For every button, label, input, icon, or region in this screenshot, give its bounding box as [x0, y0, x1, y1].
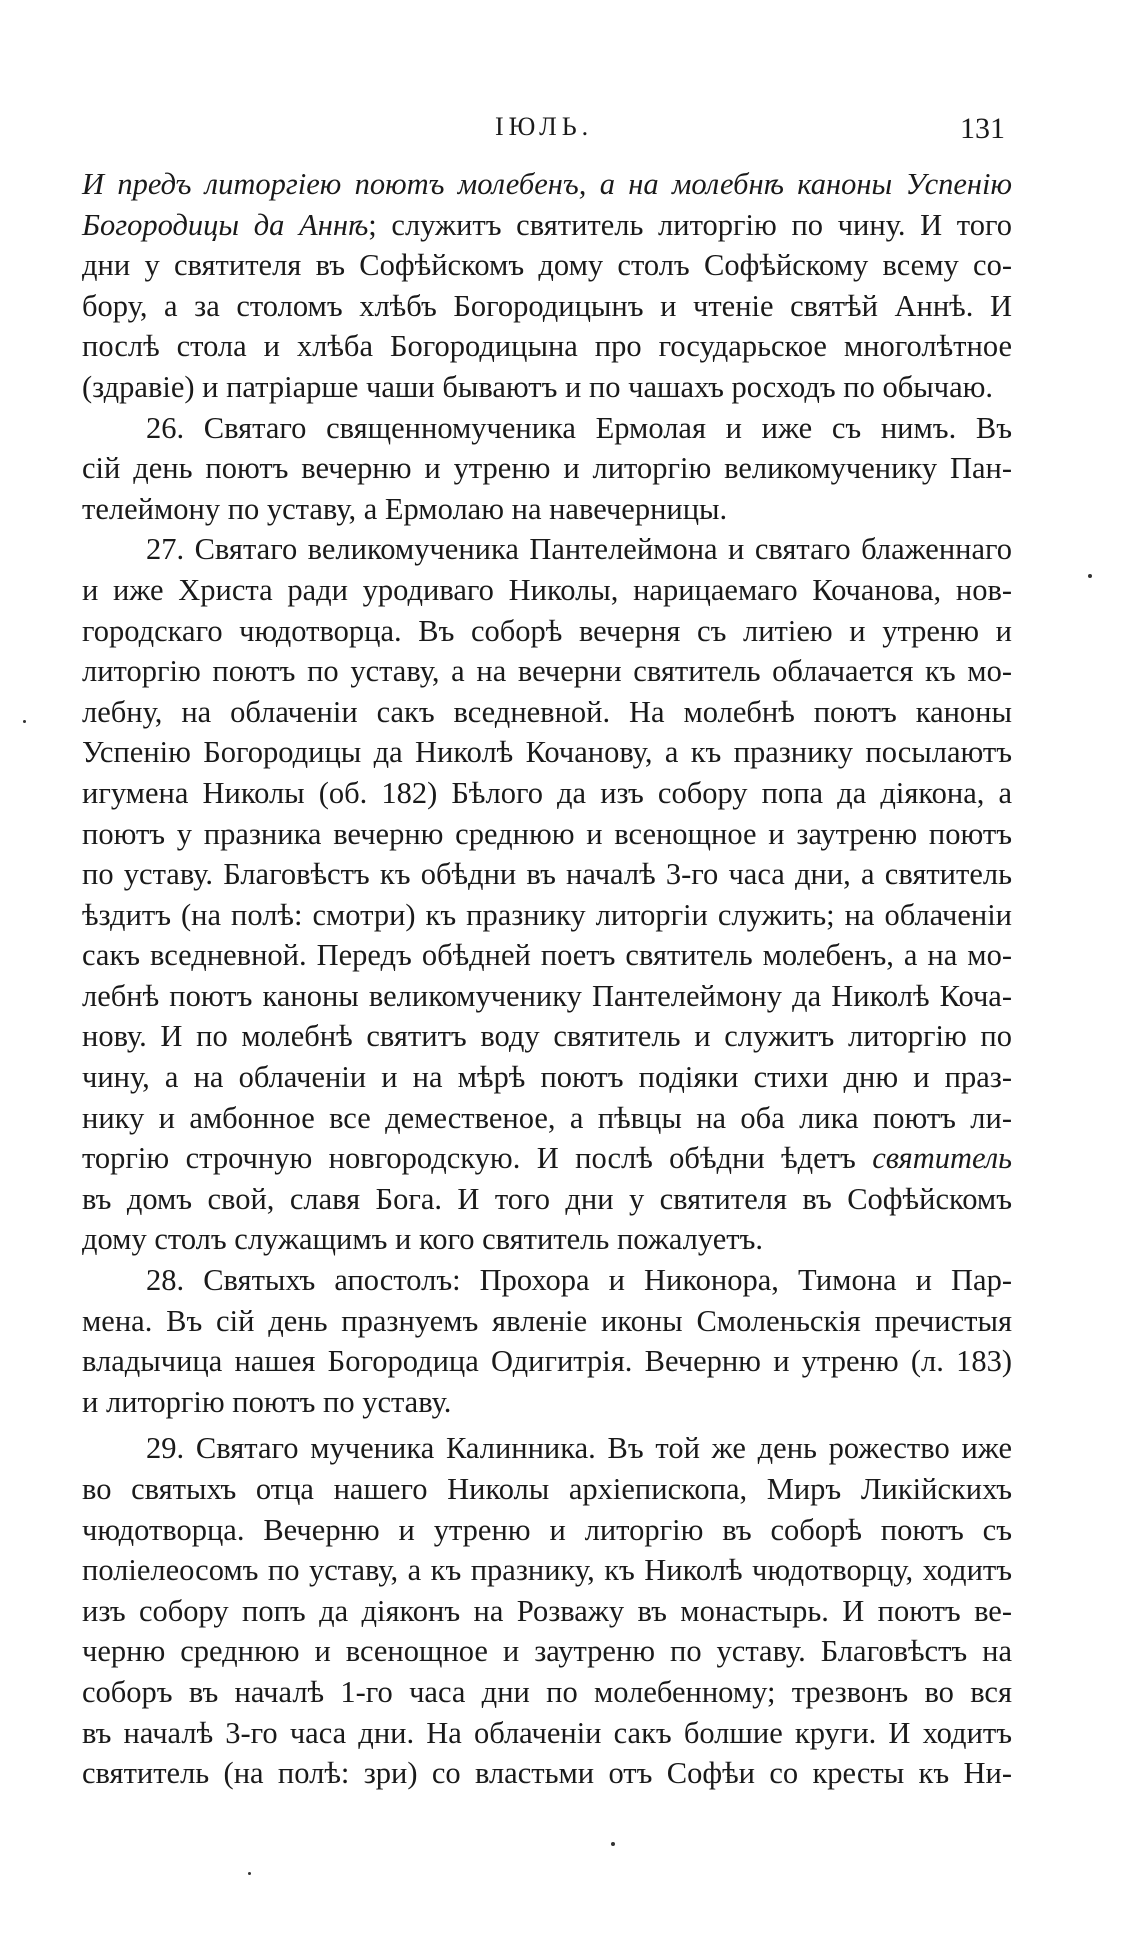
text-run: нову. И по молебнѣ святитъ воду святитель и служитъ литоргію по — [82, 1019, 1012, 1054]
text-run: владычица нашея Богородица Одигитрія. Вечерню и утреню (л. 183) — [82, 1344, 1012, 1379]
text-line — [82, 1057, 1012, 1098]
text-run: дни у святителя въ Софѣйскомъ дому столъ Софѣйскому всему со- — [82, 248, 1012, 283]
text-line — [82, 1138, 1012, 1179]
text-run: поліелеосомъ по уставу, а къ празнику, къ Николѣ чюдотворцу, ходитъ — [82, 1553, 1012, 1588]
paragraph — [82, 529, 1012, 1260]
italic-run: Богородицы да Аннѣ — [82, 207, 369, 242]
paragraph — [82, 164, 1012, 408]
text-line — [82, 1591, 1012, 1632]
text-line — [82, 935, 1012, 976]
text-line — [82, 651, 1012, 692]
text-line — [82, 1631, 1012, 1672]
text-run: дому столъ служащимъ и кого святитель пожалуетъ. — [82, 1222, 763, 1257]
text-line — [82, 205, 1012, 246]
running-title: ІЮЛЬ. — [495, 112, 594, 141]
text-line — [82, 1510, 1012, 1551]
text-run: въ домъ свой, славя Бога. И того дни у святителя въ Софѣйскомъ — [82, 1181, 1012, 1216]
text-line — [82, 1382, 1012, 1423]
scan-speck — [611, 1842, 615, 1846]
text-run: (здравіе) и патріарше чаши бываютъ и по чашахъ росходъ по обычаю. — [82, 369, 994, 404]
text-line — [82, 895, 1012, 936]
italic-run: И предъ литоргіею поютъ молебенъ, а на молебнѣ каноны Успенію — [82, 167, 1012, 201]
paragraph — [82, 408, 1012, 530]
text-run: сакъ вседневной. Передъ обѣдней поетъ святитель молебенъ, а на мо- — [82, 938, 1012, 973]
text-line — [82, 367, 1012, 408]
text-run: ; служитъ святитель литоргію по чину. И того — [368, 207, 1012, 242]
text-run: нику и амбонное все демественое, а пѣвцы на оба лика поютъ ли- — [82, 1100, 1012, 1135]
text-run: чину, а на облаченіи и на мѣрѣ поютъ подіяки стихи дню и праз- — [82, 1060, 1012, 1095]
text-line — [82, 1550, 1012, 1591]
scan-speck — [23, 720, 26, 723]
paragraph — [82, 1260, 1012, 1422]
text-line — [82, 611, 1012, 652]
text-run: святитель (на полѣ: зри) со властьми отъ Софѣи со кресты къ Ни- — [82, 1756, 1012, 1791]
text-line — [82, 692, 1012, 733]
text-line — [82, 570, 1012, 611]
text-run: телеймону по уставу, а Ермолаю на навечерницы. — [82, 491, 728, 526]
text-line — [82, 1016, 1012, 1057]
running-head — [0, 112, 1140, 152]
text-run: поютъ у празника вечерню среднюю и всенощное и заутреню поютъ — [82, 816, 1012, 851]
scan-speck — [1088, 574, 1092, 578]
text-run: городскаго чюдотворца. Въ соборѣ вечерня съ литіею и утреню и — [82, 613, 1012, 648]
text-line — [82, 529, 1012, 570]
text-run: бору, а за столомъ хлѣбъ Богородицынъ и чтеніе святѣй Аннѣ. И — [82, 288, 1012, 323]
text-line — [82, 1713, 1012, 1754]
text-line — [82, 448, 1012, 489]
text-run: лебну, на облаченіи сакъ вседневной. На молебнѣ поютъ каноны — [82, 694, 1012, 729]
scan-speck — [248, 1872, 251, 1875]
text-run: Успенію Богородицы да Николѣ Кочанову, а къ празнику посылаютъ — [82, 735, 1012, 770]
text-run: 28. Святыхъ апостолъ: Прохора и Никонора, Тимона и Пар- — [146, 1263, 1012, 1298]
text-line — [82, 1341, 1012, 1382]
body-text — [82, 164, 1012, 1794]
text-run: въ началѣ 3-го часа дни. На облаченіи сакъ болшие круги. И ходитъ — [82, 1715, 1012, 1750]
text-run: мена. Въ сій день празнуемъ явленіе иконы Смоленьскія пречистыя — [82, 1303, 1012, 1338]
text-run: литоргію поютъ по уставу, а на вечерни святитель облачается къ мо- — [82, 654, 1012, 689]
text-line — [82, 1469, 1012, 1510]
text-line — [82, 814, 1012, 855]
text-run: ѣздитъ (на полѣ: смотри) къ празнику литоргіи служить; на облаченіи — [82, 897, 1012, 932]
text-line — [82, 1753, 1012, 1794]
text-run: чюдотворца. Вечерню и утреню и литоргію въ соборѣ поютъ съ — [82, 1512, 1012, 1547]
text-line — [82, 1260, 1012, 1301]
text-line — [82, 286, 1012, 327]
text-run: игумена Николы (об. 182) Бѣлого да изъ собору попа да діякона, а — [82, 775, 1012, 810]
text-run: черню среднюю и всенощное и заутреню по уставу. Благовѣстъ на — [82, 1634, 1012, 1669]
text-run: 26. Святаго священномученика Ермолая и иже съ нимъ. Въ — [146, 410, 1012, 445]
italic-run: святитель — [872, 1141, 1012, 1176]
text-line — [82, 1098, 1012, 1139]
paragraph — [82, 1428, 1012, 1793]
text-line — [82, 1219, 1012, 1260]
text-run: соборъ въ началѣ 1-го часа дни по молебенному; трезвонъ во вся — [82, 1674, 1012, 1709]
page-number: 131 — [960, 112, 1005, 145]
text-line — [82, 976, 1012, 1017]
text-run: во святыхъ отца нашего Николы архіепископа, Миръ Ликійскихъ — [82, 1472, 1012, 1506]
text-line — [82, 245, 1012, 286]
text-line — [82, 1428, 1012, 1469]
text-run: 27. Святаго великомученика Пантелеймона и святаго блаженнаго — [146, 532, 1012, 567]
text-run: торгію строчную новгородскую. И послѣ обѣдни ѣдетъ — [82, 1141, 873, 1176]
text-run: и литоргію поютъ по уставу. — [82, 1384, 452, 1419]
text-run: сій день поютъ вечерню и утреню и литоргію великомученику Пан- — [82, 451, 1012, 486]
text-run: 29. Святаго мученика Калинника. Въ той же день рожество иже — [146, 1431, 1012, 1466]
text-run: послѣ стола и хлѣба Богородицына про государьское многолѣтное — [82, 329, 1012, 364]
text-run: лебнѣ поютъ каноны великомученику Пантелеймону да Николѣ Коча- — [82, 978, 1012, 1013]
text-line — [82, 164, 1012, 205]
text-run: и иже Христа ради уродиваго Николы, нарицаемаго Кочанова, нов- — [82, 572, 1012, 607]
text-line — [82, 854, 1012, 895]
text-line — [82, 408, 1012, 449]
text-line — [82, 1179, 1012, 1220]
text-line — [82, 773, 1012, 814]
text-line — [82, 1301, 1012, 1342]
text-line — [82, 489, 1012, 530]
text-line — [82, 1672, 1012, 1713]
text-line — [82, 326, 1012, 367]
text-line — [82, 732, 1012, 773]
text-run: по уставу. Благовѣстъ къ обѣдни въ началѣ 3-го часа дни, а святитель — [82, 857, 1012, 892]
text-run: изъ собору попъ да діяконъ на Розважу въ монастырь. И поютъ ве- — [82, 1593, 1012, 1628]
